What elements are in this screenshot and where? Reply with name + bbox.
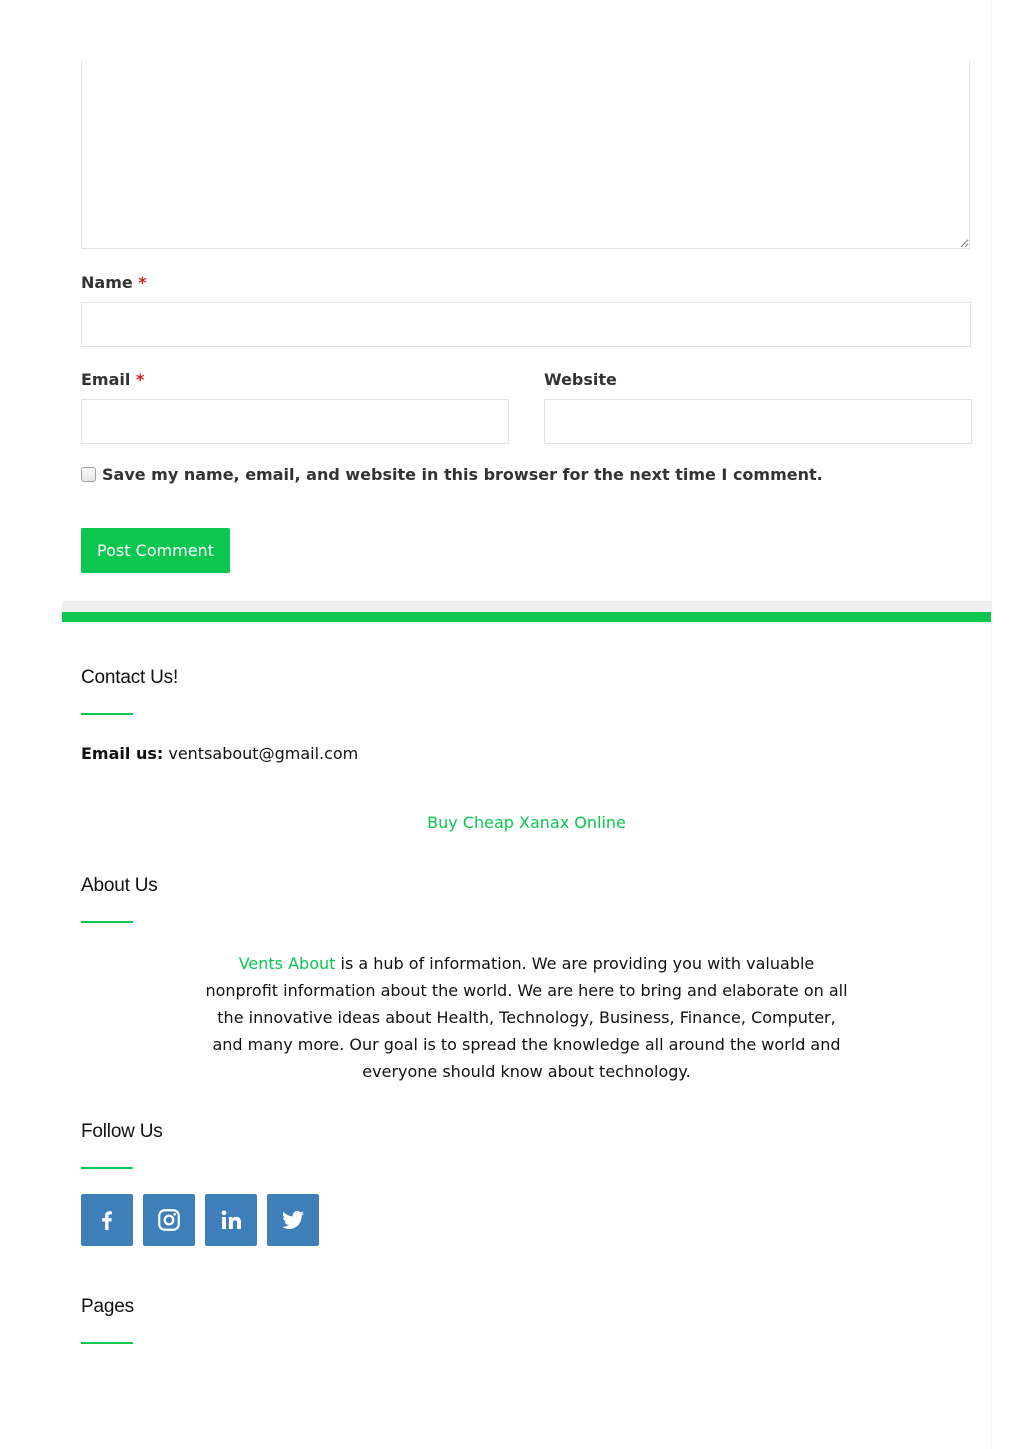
linkedin-button[interactable] — [205, 1194, 257, 1246]
instagram-button[interactable] — [143, 1194, 195, 1246]
facebook-icon — [95, 1208, 119, 1232]
contact-email-line — [81, 744, 358, 763]
follow-title: Follow Us — [81, 1121, 163, 1142]
footer-divider-green — [62, 612, 991, 622]
about-title-underline — [81, 921, 133, 923]
post-comment-button[interactable]: Post Comment — [81, 528, 230, 573]
email-label-text: Email — [81, 370, 131, 389]
required-marker: * — [138, 273, 147, 292]
about-text — [202, 950, 851, 1085]
linkedin-icon — [219, 1208, 243, 1232]
pages-title-underline — [81, 1342, 133, 1344]
required-marker: * — [135, 370, 145, 389]
instagram-icon — [156, 1207, 182, 1233]
comment-textarea[interactable] — [81, 60, 970, 249]
name-label-text: Name — [81, 273, 133, 292]
save-info-row — [81, 465, 823, 484]
about-body: is a hub of information. We are providing you with valuable nonprofit information about the world. We are here to bring and elaborate on all the innovative ideas about Health, Technology, Business, Finance, Computer, and many more. Our goal is to spread the knowledge all around the world and everyone should know about technology. — [205, 954, 848, 1081]
contact-email: ventsabout@gmail.com — [168, 744, 359, 763]
twitter-button[interactable] — [267, 1194, 319, 1246]
contact-title-underline — [81, 713, 133, 715]
contact-title: Contact Us! — [81, 667, 179, 688]
facebook-button[interactable] — [81, 1194, 133, 1246]
footer-divider-gray — [62, 601, 991, 612]
brand-link[interactable]: Vents About — [238, 954, 336, 973]
name-input[interactable] — [81, 302, 971, 347]
email-input[interactable] — [81, 399, 509, 444]
pages-title: Pages — [81, 1296, 134, 1317]
website-label: Website — [544, 370, 617, 389]
save-info-label: Save my name, email, and website in this browser for the next time I comment. — [102, 465, 823, 484]
email-label — [81, 370, 144, 389]
save-info-checkbox[interactable] — [81, 467, 96, 482]
name-label — [81, 273, 147, 292]
twitter-icon — [280, 1208, 306, 1232]
promo-link[interactable]: Buy Cheap Xanax Online — [427, 813, 626, 832]
email-prefix: Email us: — [81, 744, 164, 763]
about-title: About Us — [81, 875, 158, 896]
website-input[interactable] — [544, 399, 972, 444]
follow-title-underline — [81, 1167, 133, 1169]
content-column — [62, 0, 992, 1449]
